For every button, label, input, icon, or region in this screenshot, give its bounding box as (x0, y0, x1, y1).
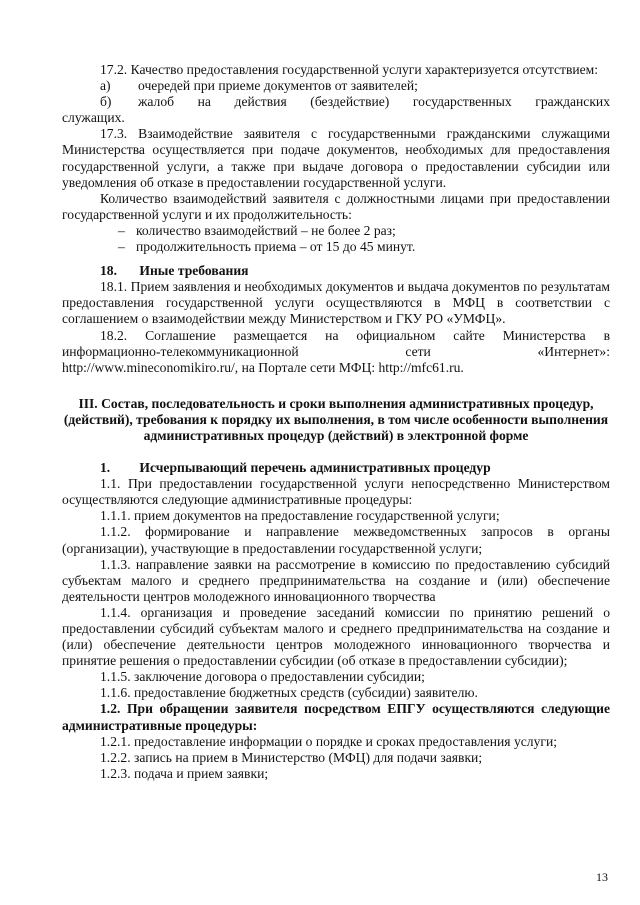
list-item-a-text: очередей при приеме документов от заявителей; (138, 78, 418, 94)
paragraph-1-1-1: 1.1.1. прием документов на предоставление государственной услуги; (100, 508, 500, 524)
paragraph-18-2-line3: http://www.mineconomikiro.ru/, на Портале сети МФЦ: http://mfc61.ru. (62, 359, 464, 375)
paragraph-1-1-5: 1.1.5. заключение договора о предоставлении субсидии; (100, 669, 425, 685)
dash-item-count (62, 223, 610, 239)
paragraph-17-2: 17.2. Качество предоставления государственной услуги характеризуется отсутствием: (100, 62, 599, 77)
heading-18 (62, 263, 610, 279)
paragraph-17-3: 17.3. Взаимодействие заявителя с государственными гражданскими служащими Министерства осуществляется при подаче документов, необходимых для предоставления государственной услуги, а также при выдаче договора о предоставлении субсидии или уведомления об отказе в предоставлении государственной услуги. (62, 126, 610, 190)
paragraph-1-2-2: 1.2.2. запись на прием в Министерство (МФЦ) для подачи заявки; (100, 749, 483, 765)
dash-item-duration (62, 239, 610, 255)
paragraph-18-1: 18.1. Прием заявления и необходимых документов и выдача документов по результатам предоставления государственной услуги осуществляются в МФЦ в соответствии с соглашением о взаимодействии между Министерством и ГКУ РО «УМФЦ». (62, 279, 610, 327)
paragraph-1-1: 1.1. При предоставлении государственной услуги непосредственно Министерством осуществляются следующие административные процедуры: (62, 476, 610, 508)
heading-1 (62, 460, 610, 476)
paragraph-1-2-1: 1.2.1. предоставление информации о порядке и сроках предоставления услуги; (100, 733, 557, 749)
list-item-b-continuation: служащих. (62, 110, 125, 126)
dash-marker: – (118, 239, 125, 255)
paragraph-18-2-line2: информационно-телекоммуникационной сети «Интернет»: (62, 343, 610, 359)
section-3-title: III. Состав, последовательность и сроки выполнения административных процедур, (действий), требования к порядку их выполнения, в том числе особенности выполнения административных процедур (действий) в электронной форме (63, 395, 609, 443)
document-page (62, 62, 610, 782)
list-item-a (62, 78, 610, 94)
list-item-b (62, 94, 610, 110)
paragraph-1-2-3: 1.2.3. подача и прием заявки; (100, 765, 269, 781)
heading-18-number: 18. (100, 263, 117, 279)
paragraph-1-1-6: 1.1.6. предоставление бюджетных средств (субсидии) заявителю. (100, 685, 478, 701)
paragraph-1-1-2: 1.1.2. формирование и направление межведомственных запросов в органы (организации), участвующие в предоставлении государственной услуги; (62, 524, 610, 556)
paragraph-1-1-4: 1.1.4. организация и проведение заседаний комиссии по принятию решений о предоставлении субсидий субъектам малого и среднего предпринимательства на создание и (или) обеспечение деятельности центров молодежного инновационного творчества и принятие решения о предоставлении субсидии (об отказе в предоставлении субсидии); (62, 604, 610, 669)
heading-1-number: 1. (100, 460, 111, 476)
page-number: 13 (596, 870, 608, 884)
list-item-b-label: б) (100, 94, 112, 110)
heading-18-title: Иные требования (139, 263, 249, 279)
heading-1-title: Исчерпывающий перечень административных процедур (139, 460, 491, 476)
paragraph-1-1-3: 1.1.3. направление заявки на рассмотрение в комиссию по предоставлению субсидий субъектам малого и среднего предпринимательства на создание и (или) обеспечение деятельности центров молодежного инновационного творчества (62, 556, 610, 604)
dash-item-count-text: количество взаимодействий – не более 2 раз; (136, 222, 396, 238)
paragraph-1-2: 1.2. При обращении заявителя посредством ЕПГУ осуществляются следующие административные процедуры: (62, 701, 610, 733)
dash-marker: – (118, 222, 125, 238)
list-item-a-label: а) (100, 78, 111, 94)
paragraph-interaction-count: Количество взаимодействий заявителя с должностными лицами при предоставлении государственной услуги и их продолжительность: (62, 190, 610, 222)
dash-item-duration-text: продолжительность приема – от 15 до 45 минут. (136, 239, 416, 255)
list-item-b-text: жалоб на действия (бездействие) государственных гражданских (138, 94, 610, 110)
paragraph-18-2-line1: 18.2. Соглашение размещается на официальном сайте Министерства в (100, 327, 610, 343)
